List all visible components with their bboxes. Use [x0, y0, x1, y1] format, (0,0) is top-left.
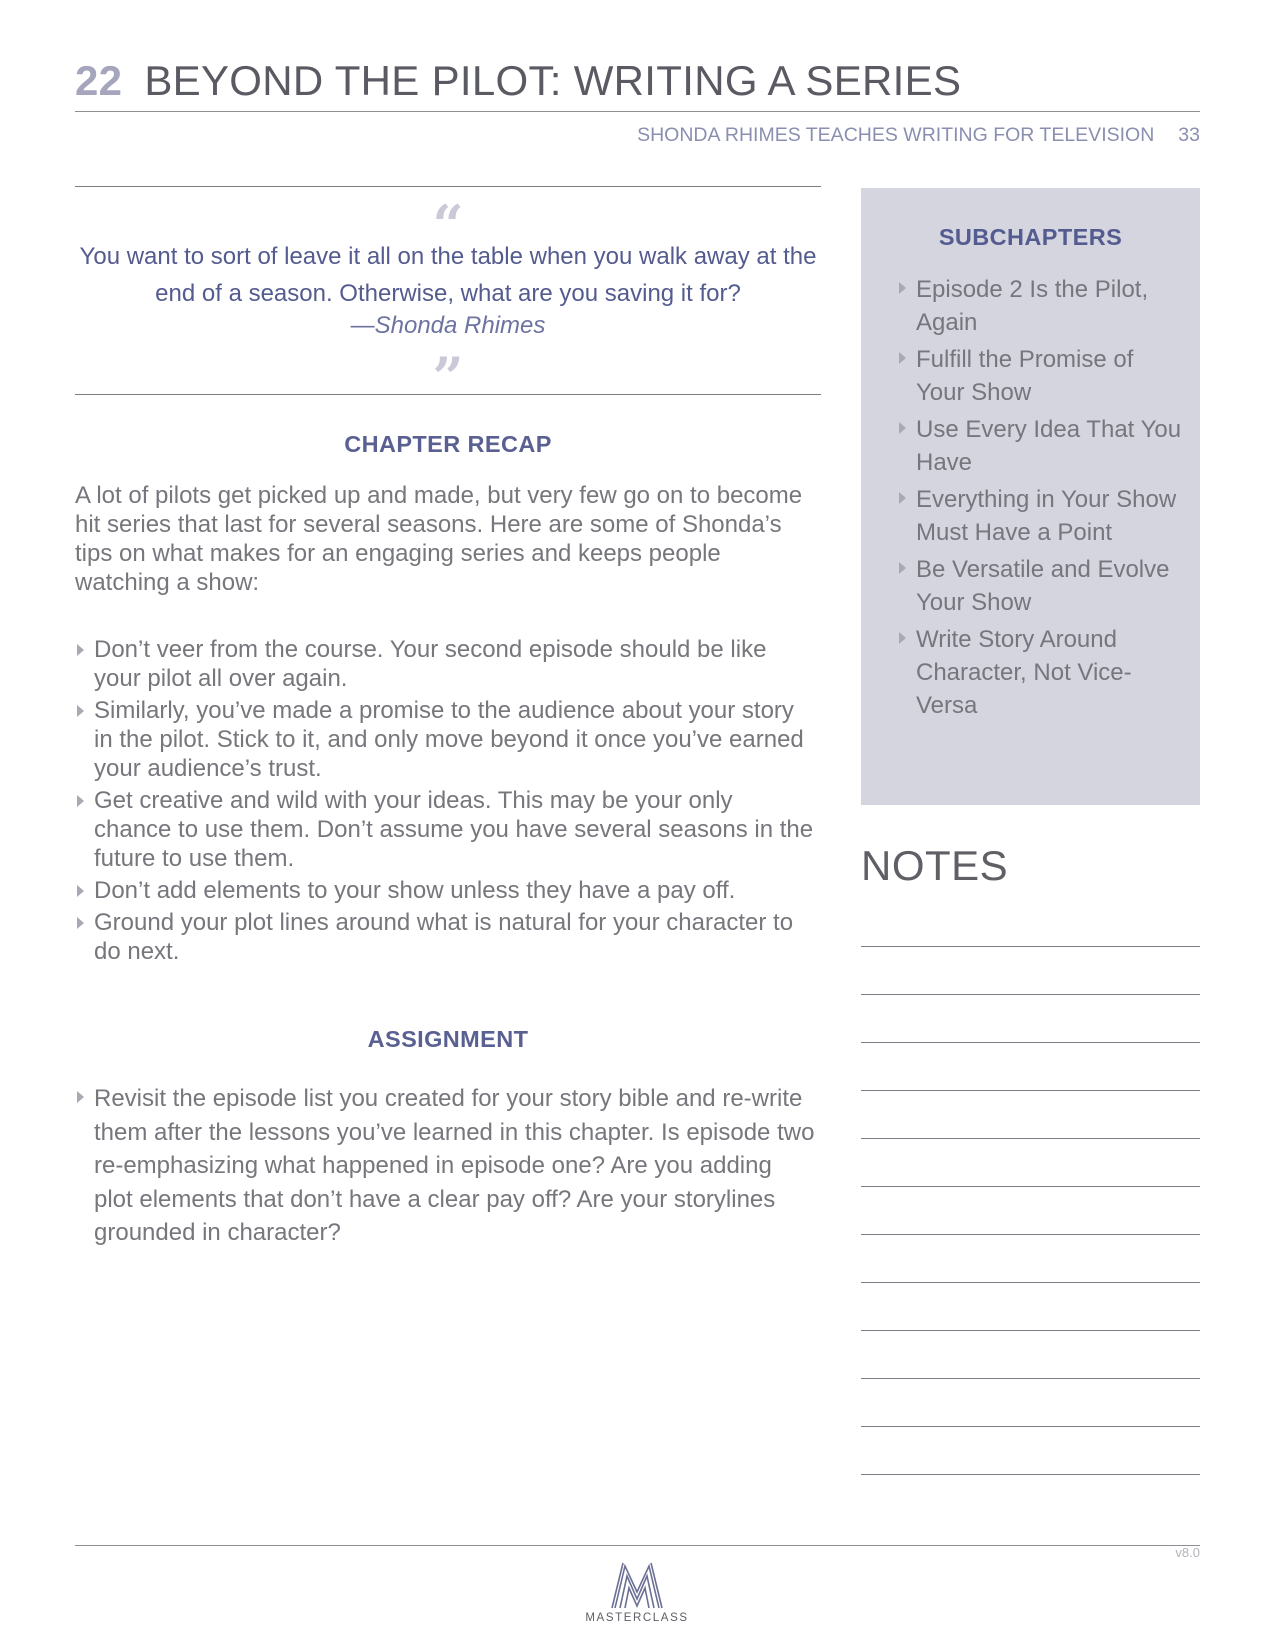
subchapters-list	[897, 273, 1187, 726]
note-line	[861, 1090, 1200, 1091]
bullet-triangle-icon	[899, 422, 906, 434]
subchapter-item	[897, 413, 1187, 479]
subchapter-label: Fulfill the Promise of Your Show	[916, 346, 1134, 406]
note-line	[861, 994, 1200, 995]
note-line	[861, 1234, 1200, 1235]
bullet-triangle-icon	[77, 1091, 84, 1103]
list-item-text: Similarly, you’ve made a promise to the audience about your story in the pilot. Stick to it, and only move beyond it once you’ve earned your audience’s trust.	[94, 697, 804, 782]
list-item-text: Ground your plot lines around what is natural for your character to do next.	[94, 909, 794, 965]
subchapter-label: Use Every Idea That You Have	[916, 416, 1182, 476]
list-item	[75, 786, 815, 873]
note-line	[861, 1186, 1200, 1187]
subchapter-item	[897, 273, 1187, 339]
bullet-triangle-icon	[899, 632, 906, 644]
list-item	[75, 876, 815, 905]
subchapter-item	[897, 483, 1187, 549]
bullet-triangle-icon	[899, 282, 906, 294]
bullet-triangle-icon	[77, 885, 84, 897]
list-item-text: Get creative and wild with your ideas. This may be your only chance to use them. Don’t assume you have several seasons in the future to use them.	[94, 787, 814, 872]
list-item-text: Don’t add elements to your show unless they have a pay off.	[94, 877, 736, 904]
subchapter-label: Everything in Your Show Must Have a Point	[916, 486, 1177, 546]
pull-quote-attribution: —Shonda Rhimes	[350, 312, 546, 339]
chapter-title: BEYOND THE PILOT: WRITING A SERIES	[144, 57, 962, 104]
chapter-number: 22	[75, 57, 123, 104]
bullet-triangle-icon	[77, 917, 84, 929]
footer-divider	[75, 1545, 1200, 1546]
quote-top-divider	[75, 186, 821, 187]
assignment-heading: ASSIGNMENT	[367, 1026, 529, 1052]
note-line	[861, 1042, 1200, 1043]
list-item	[75, 696, 815, 783]
bullet-triangle-icon	[77, 705, 84, 717]
subchapters-heading: SUBCHAPTERS	[938, 224, 1123, 250]
note-line	[861, 1474, 1200, 1475]
note-line	[861, 1138, 1200, 1139]
quote-bottom-divider	[75, 394, 821, 395]
running-title: SHONDA RHIMES TEACHES WRITING FOR TELEVISION	[637, 124, 1155, 146]
bullet-triangle-icon	[899, 562, 906, 574]
assignment-list	[75, 1082, 815, 1250]
subchapter-item	[897, 623, 1187, 722]
list-item	[75, 1082, 815, 1250]
version-label: v8.0	[1175, 1545, 1200, 1560]
running-header	[637, 124, 1200, 147]
note-line	[861, 1282, 1200, 1283]
chapter-recap-list	[75, 635, 815, 969]
bullet-triangle-icon	[77, 644, 84, 656]
subchapter-label: Be Versatile and Evolve Your Show	[916, 556, 1170, 616]
brand-wordmark: MASTERCLASS	[585, 1612, 689, 1624]
note-line	[861, 1330, 1200, 1331]
masterclass-logo-icon	[611, 1562, 663, 1612]
header-divider	[75, 111, 1200, 112]
page-number: 33	[1178, 124, 1200, 146]
subchapter-label: Write Story Around Character, Not Vice-Versa	[916, 626, 1132, 719]
pull-quote-text: You want to sort of leave it all on the table when you walk away at the end of a season. Otherwise, what are you saving it for?	[79, 243, 817, 307]
list-item	[75, 635, 815, 693]
note-line	[861, 1426, 1200, 1427]
close-quote-icon: ”	[432, 345, 464, 409]
note-line	[861, 1378, 1200, 1379]
list-item	[75, 908, 815, 966]
chapter-header	[75, 56, 961, 106]
subchapter-label: Episode 2 Is the Pilot, Again	[916, 276, 1149, 336]
note-line	[861, 946, 1200, 947]
list-item-text: Don’t veer from the course. Your second episode should be like your pilot all over again.	[94, 636, 767, 692]
chapter-recap-heading: CHAPTER RECAP	[344, 431, 552, 457]
subchapter-item	[897, 553, 1187, 619]
chapter-recap-paragraph: A lot of pilots get picked up and made, but very few go on to become hit series that last for several seasons. Here are some of Shonda’s tips on what makes for an engaging series and keeps people watching a show:	[75, 482, 803, 596]
bullet-triangle-icon	[899, 492, 906, 504]
list-item-text: Revisit the episode list you created for your story bible and re-write them after the lessons you’ve learned in this chapter. Is episode two re-emphasizing what happened in episode one? Are you adding plot elements that don’t have a clear pay off? Are your storylines grounded in character?	[94, 1085, 815, 1246]
bullet-triangle-icon	[77, 795, 84, 807]
open-quote-icon: “	[432, 193, 464, 257]
subchapter-item	[897, 343, 1187, 409]
notes-heading: NOTES	[861, 842, 1009, 889]
bullet-triangle-icon	[899, 352, 906, 364]
